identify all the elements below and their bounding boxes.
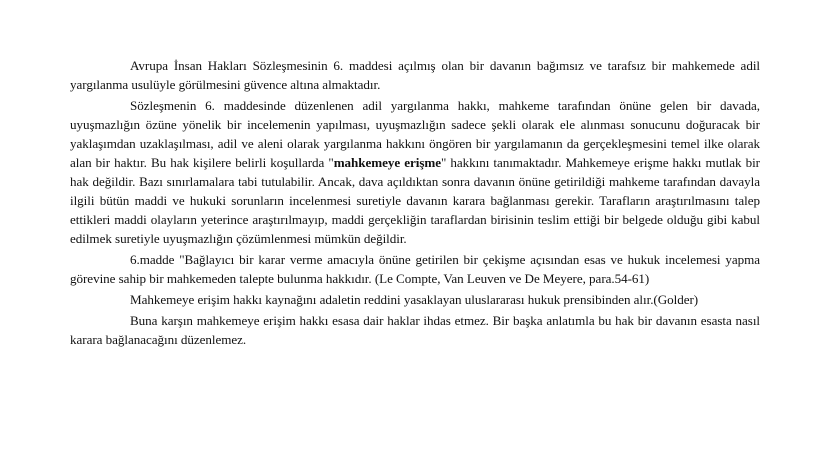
paragraph-article6-intro: Avrupa İnsan Hakları Sözleşmesinin 6. maddesi açılmış olan bir davanın bağımsız ve tarafsız bir mahkemede adil yargılanma usulüyle görülmesini güvence altına almaktadır. — [70, 58, 760, 92]
paragraph-fair-trial-part1: Sözleşmenin 6. maddesinde düzenlenen adil yargılanma hakkı, mahkeme tarafından önüne gelen bir davada, uyuşmazlığın özüne yönelik bir incelemenin yapılması, uyuşmazlığın sadece şekli olarak ele alınması sonucunu doğuracak bir yaklaşımdan uzaklaşılması, adil ve aleni olarak yargılanma hakkını öngören bir yargılamanın da gerçekleşmesini temel ilke olarak alan bir haktır. Bu hak kişilere belirli koşullarda " — [70, 98, 760, 170]
paragraph-substantive-rights: Buna karşın mahkemeye erişim hakkı esasa dair haklar ihdas etmez. Bir başka anlatımla bu hak bir davanın esasta nasıl karara bağlanacağını düzenlemez. — [70, 313, 760, 347]
paragraph-fair-trial-part2: " hakkını tanımaktadır. Mahkemeye erişme hakkı mutlak bir hak değildir. Bazı sınırlamalara tabi tutulabilir. Ancak, dava açıldıktan sonra davanın önüne getirildiği mahkeme tarafından davayla ilgili bütün maddi ve hukuki sorunların incelenmesi suretiyle davanın karara bağlanması gerekir. Tarafların araştırılmasını talep ettikleri maddi olayların yeterince araştırılmayıp, maddi gerçekliğin taraflardan birisinin teslim ettiği bir belgede olduğu gibi kabul edilmek suretiyle uyuşmazlığın çözümlenmesi mümkün değildir. — [70, 155, 760, 246]
paragraph-article6-definition: 6.madde "Bağlayıcı bir karar verme amacıyla önüne getirilen bir çekişme açısından esas ve hukuk incelemesi yapma görevine sahip bir mahkemeden talepte bulunma hakkıdır. (Le Compte, Van Leuven ve De Meyere, para.54-61) — [70, 252, 760, 286]
paragraph-fair-trial — [70, 96, 760, 248]
bold-term-mahkemeye-erisme: mahkemeye erişme — [333, 155, 441, 170]
paragraph-golder: Mahkemeye erişim hakkı kaynağını adaletin reddini yasaklayan uluslararası hukuk prensibinden alır.(Golder) — [130, 292, 699, 307]
document-body — [70, 56, 760, 351]
